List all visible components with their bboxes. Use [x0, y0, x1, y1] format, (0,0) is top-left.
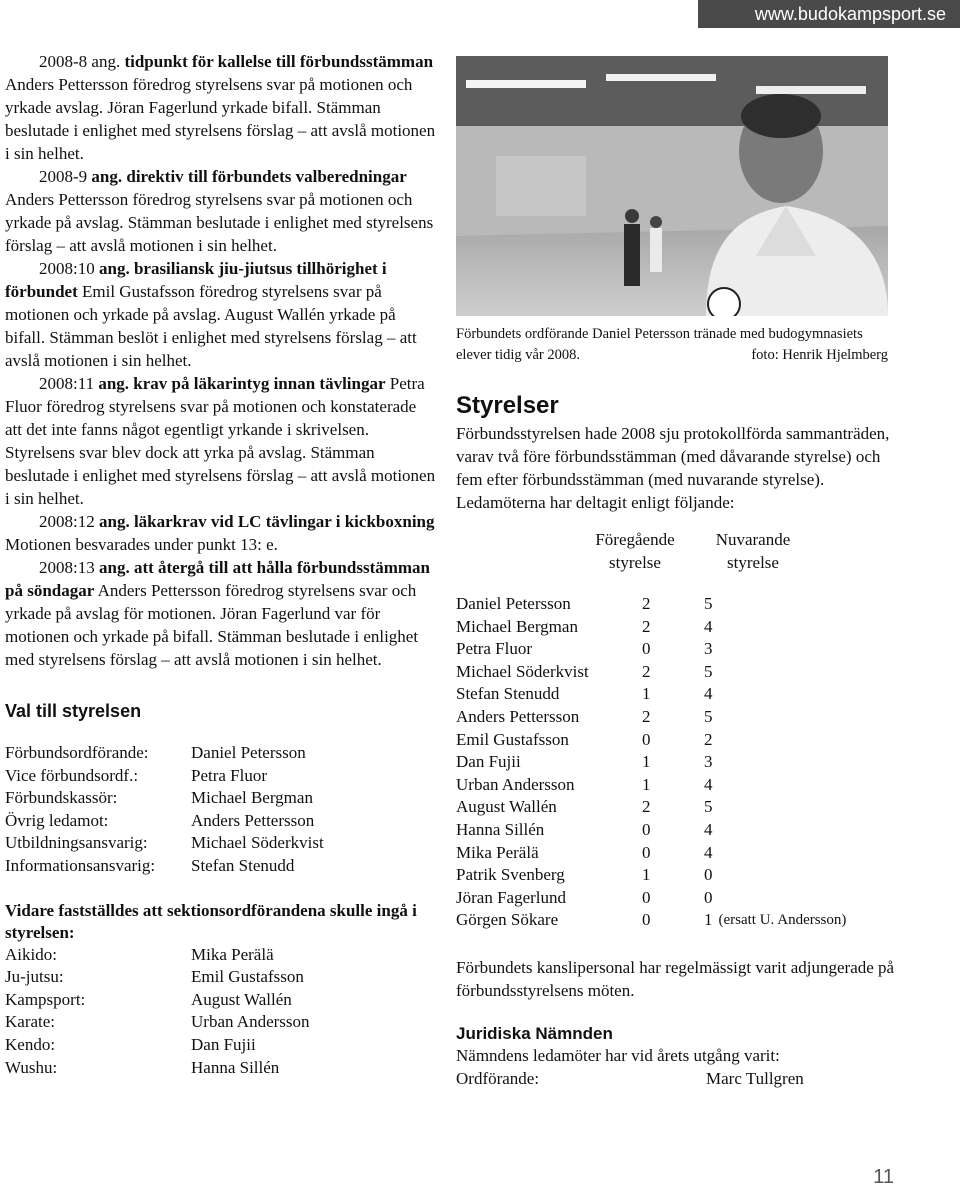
table-row: Patrik Svenberg 1 0	[456, 865, 713, 885]
election-row: Vice förbundsordf.: Petra Fluor	[5, 765, 268, 785]
table-row: Michael Bergman 2 4	[456, 616, 713, 636]
motion-paragraph: 2008:13 ang. att återgå till att hålla förbundsstämman på söndagar Anders Pettersson föredrog styrelsens svar och yrkade på avslag för motionen. Jöran Fagerlund var för motionen och yrkade på bifall. Stämman beslutade i enlighet med styrelsens förslag – att avslå motionen i sin helhet.	[5, 558, 431, 669]
section-row: Kendo: Dan Fujii	[5, 1034, 256, 1054]
table-row: Anders Pettersson 2 5	[456, 706, 713, 726]
photo-caption: Förbundets ordförande Daniel Petersson tränade med budogymnasiets elever tidig vår 2008. foto: Henrik Hjelmberg	[456, 324, 888, 366]
staff-note: Förbundets kanslipersonal har regelmässigt varit adjungerade på förbundsstyrelsens möten.	[456, 957, 895, 1000]
juridiska-heading: Juridiska Nämnden	[456, 1023, 613, 1043]
table-row: August Wallén 2 5	[456, 797, 713, 817]
table-row: Petra Fluor 0 3	[456, 639, 713, 659]
section-row: Karate: Urban Andersson	[5, 1012, 310, 1032]
table-row: Daniel Petersson 2 5	[456, 594, 713, 613]
right-column	[456, 56, 896, 1090]
section-row: Aikido: Mika Perälä	[5, 944, 274, 964]
motion-paragraph: 2008:12 ang. läkarkrav vid LC tävlingar i kickboxning Motionen besvarades under punkt 13: e.	[5, 512, 435, 554]
section-row: Kampsport: August Wallén	[5, 989, 292, 1009]
photo-credit: foto: Henrik Hjelmberg	[751, 347, 888, 363]
election-row: Informationsansvarig: Stefan Stenudd	[5, 855, 295, 875]
sections-heading: Vidare fastställdes att sektionsordförandena skulle ingå i styrelsen:	[5, 900, 417, 942]
table-row: Michael Söderkvist 2 5	[456, 661, 713, 681]
section-row: Wushu: Hanna Sillén	[5, 1057, 280, 1077]
board-election-list	[5, 742, 437, 878]
replacement-note: (ersatt U. Andersson)	[718, 912, 847, 929]
motion-paragraph: 2008-9 ang. direktiv till förbundets valberedningar Anders Pettersson föredrog styrelsens svar på motionen och yrkade på avslag. Stämman beslutade i enlighet med styrelsens förslag – att avslå motionen i sin helhet.	[5, 167, 434, 255]
election-row: Utbildningsansvarig: Michael Söderkvist	[5, 833, 324, 853]
site-url-banner: www.budokampsport.se	[698, 0, 960, 28]
photo-illustration	[456, 56, 888, 316]
col-curr-header: Nuvarande styrelse	[715, 530, 791, 572]
election-row: Förbundsordförande: Daniel Petersson	[5, 743, 306, 762]
table-row: Görgen Sökare 0 1 (ersatt U. Andersson)	[456, 909, 896, 932]
motion-paragraph: 2008:11 ang. krav på läkarintyg innan tävlingar Petra Fluor föredrog styrelsens svar på motionen och konstaterade att det inte fanns något egentligt yrkande i skrivelsen. Styrelsens svar blev dock att yrka på avslag. Stämman beslutade i enlighet med styrelsens förslag – att avslå motionen i sin helhet.	[5, 374, 436, 508]
election-row: Förbundskassör: Michael Bergman	[5, 788, 313, 808]
table-row: Stefan Stenudd 1 4	[456, 684, 713, 704]
motion-paragraph: 2008-8 ang. tidpunkt för kallelse till förbundsstämman Anders Pettersson föredrog styrelsens svar på motionen och yrkade avslag. Jöran Fagerlund yrkade bifall. Stämman beslutade i enlighet med styrelsens förslag – att avslå motionen i sin helhet.	[5, 52, 436, 163]
styrelser-heading: Styrelser	[456, 392, 559, 419]
section-chairs-list	[5, 944, 437, 1080]
left-column	[5, 50, 437, 1079]
table-row: Jöran Fagerlund 0 0	[456, 887, 713, 907]
training-photo	[456, 56, 888, 316]
page-number: 11	[873, 1166, 894, 1188]
motions-list	[5, 50, 437, 671]
election-row: Övrig ledamot: Anders Pettersson	[5, 810, 315, 830]
val-heading: Val till styrelsen	[5, 701, 142, 721]
table-row: Urban Andersson 1 4	[456, 774, 713, 794]
motion-paragraph: 2008:10 ang. brasiliansk jiu-jiutsus tillhörighet i förbundet Emil Gustafsson föredrog styrelsens svar på motionen och yrkade på avslag. August Wallén yrkade på bifall. Stämman beslöt i enlighet med styrelsens förslag – att avslå motionen i sin helhet.	[5, 259, 417, 370]
table-row: Hanna Sillén 0 4	[456, 819, 713, 839]
attendance-table	[456, 593, 896, 932]
section-row: Ju-jutsu: Emil Gustafsson	[5, 967, 304, 987]
col-prev-header: Föregående styrelse	[595, 530, 675, 572]
attendance-header	[456, 528, 896, 574]
styrelser-intro: Förbundsstyrelsen hade 2008 sju protokollförda sammanträden, varav två före förbundsstämman (med dåvarande styrelse) och fem efter förbundsstämman (med nuvarande styrelse). Ledamöterna har deltagit enligt följande:	[456, 424, 890, 512]
table-row: Mika Perälä 0 4	[456, 842, 713, 862]
table-row: Emil Gustafsson 0 2	[456, 729, 713, 749]
table-row: Dan Fujii 1 3	[456, 752, 713, 772]
juridiska-intro: Nämndens ledamöter har vid årets utgång varit:	[456, 1045, 780, 1065]
juridiska-row: Ordförande: Marc Tullgren	[456, 1068, 804, 1088]
